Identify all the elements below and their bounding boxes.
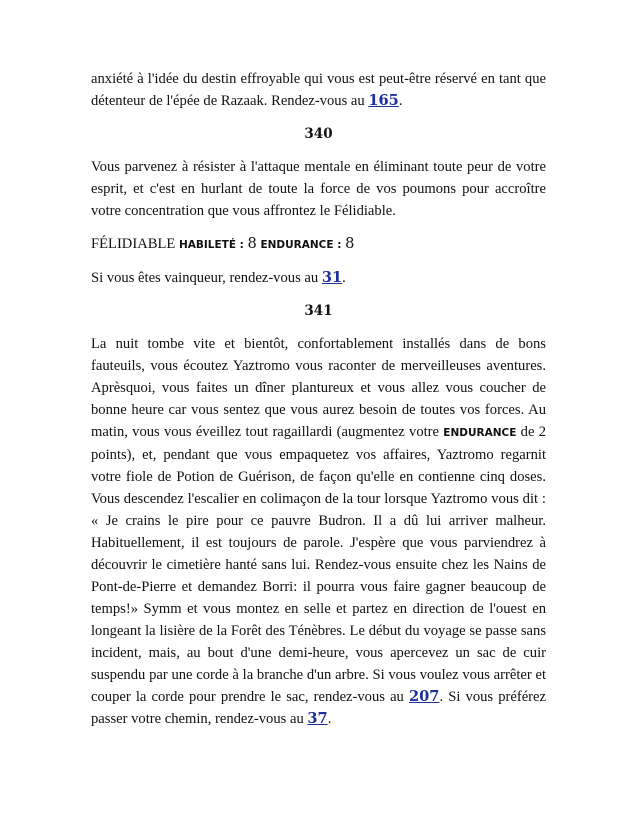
paragraph-tail: . [398, 93, 403, 109]
outcome-tail: . [342, 270, 346, 286]
section-340-paragraph: Vous parvenez à résister à l'attaque mentale en éliminant toute peur de votre esprit, et c'est en hurlant de toute la force de vos poumons pour accroître votre concentration que vous affrontez le Félidiable. [91, 159, 546, 219]
paragraph-part-2: de 2 points), et, pendant que vous empaquetez vos affaires, Yaztromo regarnit votre fiole de Potion de Guérison, de façon qu'elle en contienne cinq doses. Vous descendez l'escalier en colimaçon de la tour lorsque Yaztromo vous dit : « Je crains le pire pour ce pauvre Budron. Il a dû lui arriver malheur. Habituellement, il est toujours de parole. J'espère que vous parviendrez à découvrir le cimetière hanté sans lui. Rendez-vous ensuite chez les Nains de Pont-de-Pierre et demandez Borri: il pourra vous faire gagner beaucoup de temps!» Symm et vous montez en selle et partez en direction de l'ouest en longeant la lisière de la Forêt des Ténèbres. Le début du voyage se passe sans incident, mais, au bout d'une demi-heure, vous apercevez un sac de cuir suspendu par une corde à la branche d'un arbre. Si vous voulez vous arrêter et couper la corde pour prendre le sac, rendez-vous au [91, 424, 546, 705]
enemy-name: FÉLIDIABLE [91, 236, 176, 252]
enemy-stats [91, 233, 546, 256]
paragraph-continued [91, 68, 546, 112]
endurance-term: ENDURANCE [443, 427, 517, 439]
link-37[interactable]: 37 [307, 710, 328, 727]
endurance-value: 8 [345, 235, 355, 252]
outcome-text: Si vous êtes vainqueur, rendez-vous au [91, 270, 322, 286]
book-page [91, 68, 546, 730]
section-number-340: 340 [304, 126, 333, 142]
endurance-label: ENDURANCE : [260, 239, 342, 251]
section-341-paragraph [91, 333, 546, 730]
link-165[interactable]: 165 [368, 92, 399, 109]
habilete-label: HABILETÉ : [178, 239, 244, 251]
paragraph-part-1: La nuit tombe vite et bientôt, confortablement installés dans de bons fauteuils, vous écoutez Yaztromo vous raconter de merveilleuses aventures. Aprèsquoi, vous faites un dîner plantureux et vous allez vous coucher de bonne heure car vous sentez que vous aurez besoin de toutes vos forces. Au matin, vous vous éveillez tout ragaillardi (augmentez votre [91, 336, 546, 440]
habilete-value: 8 [247, 235, 257, 252]
section-340-outcome [91, 267, 546, 289]
link-31[interactable]: 31 [321, 269, 343, 286]
paragraph-text: anxiété à l'idée du destin effroyable qui vous est peut-être réservé en tant que détenteur de l'épée de Razaak. Rendez-vous au [91, 71, 546, 109]
paragraph-tail: . [327, 711, 332, 727]
section-number-341: 341 [304, 303, 333, 319]
paragraph-part-3: . Si vous préférez passer votre chemin, rendez-vous au [91, 689, 546, 727]
link-207[interactable]: 207 [408, 688, 440, 705]
